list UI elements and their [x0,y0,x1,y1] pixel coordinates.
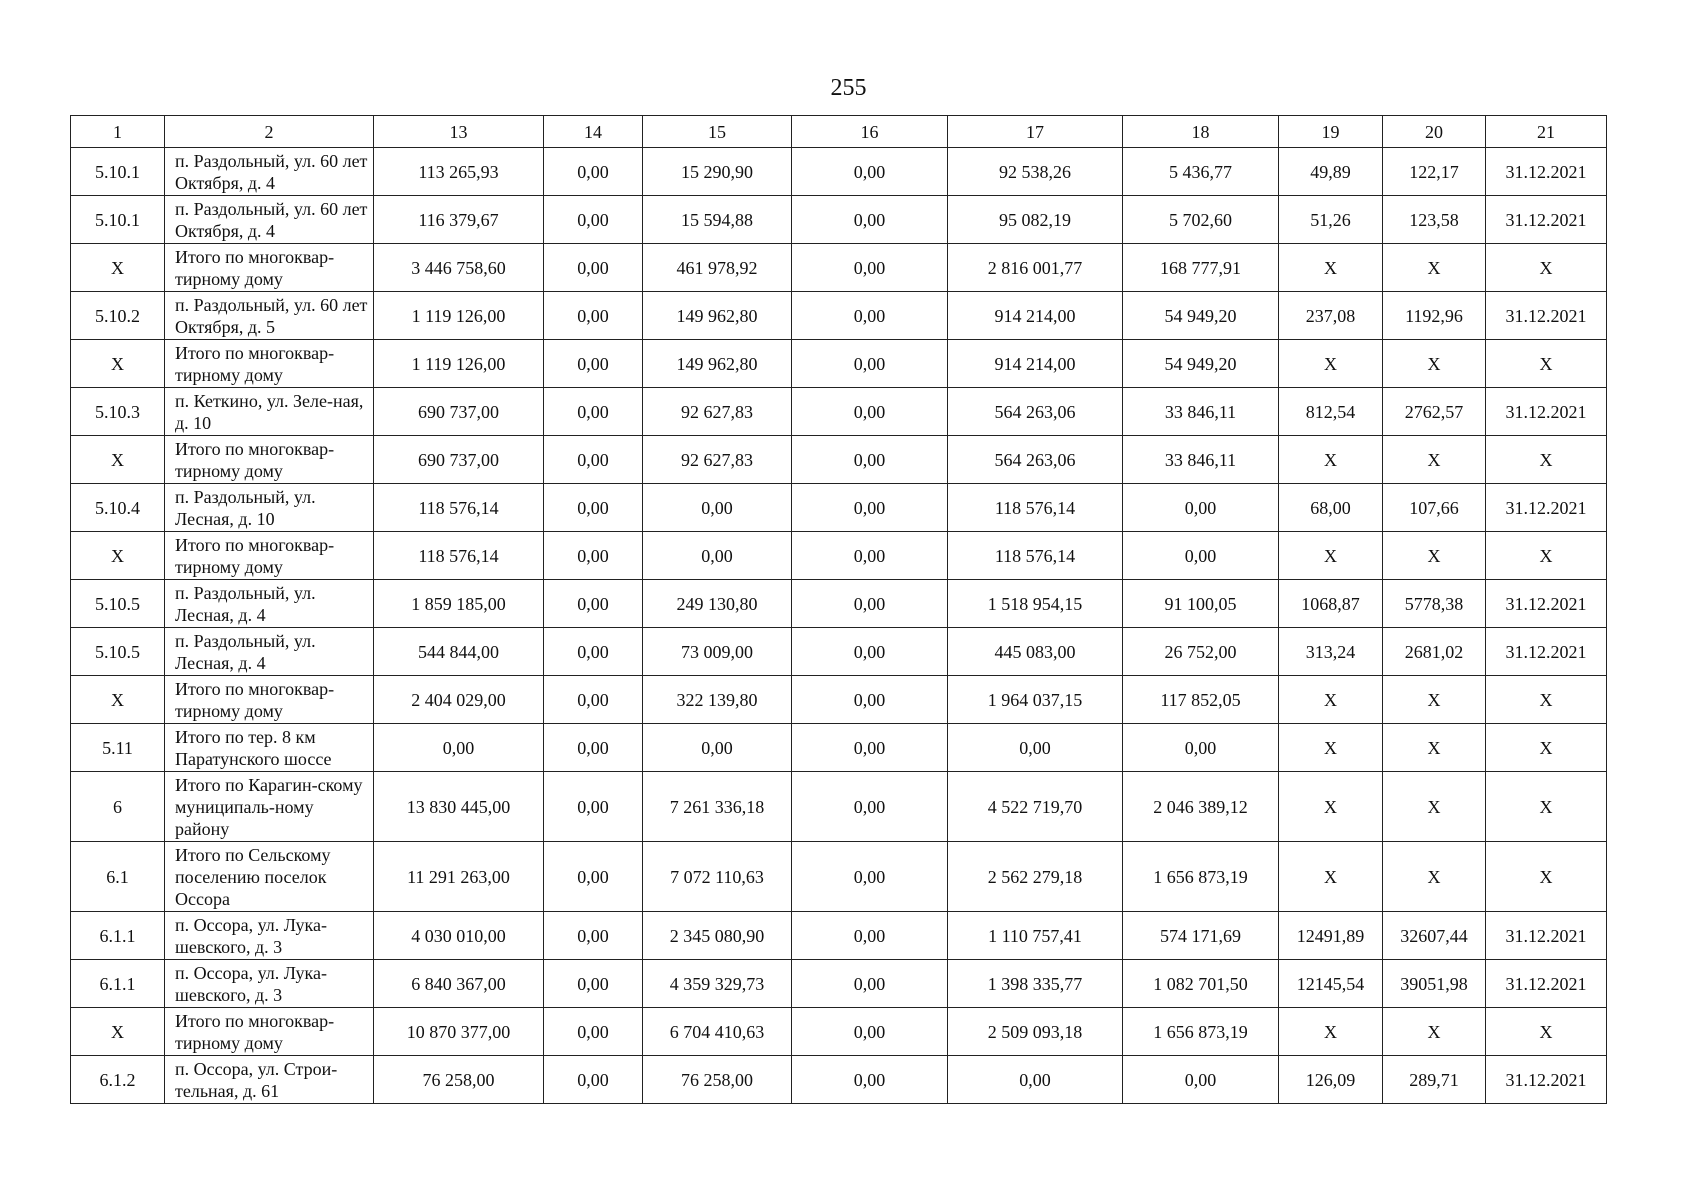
value-cell: 0,00 [643,532,792,580]
table-row [71,148,1607,196]
value-cell: 0,00 [1123,1056,1279,1104]
value-cell: 0,00 [544,196,643,244]
value-cell: X [1486,676,1607,724]
value-cell: 0,00 [792,912,948,960]
value-cell: 0,00 [544,532,643,580]
table-row [71,292,1607,340]
value-cell: 0,00 [374,724,544,772]
value-cell: 54 949,20 [1123,340,1279,388]
value-cell: 2762,57 [1383,388,1486,436]
value-cell: X [1279,436,1383,484]
value-cell: 31.12.2021 [1486,292,1607,340]
row-number-cell: 5.10.2 [71,292,165,340]
value-cell: 5 436,77 [1123,148,1279,196]
address-cell: п. Раздольный, ул. 60 лет Октября, д. 4 [165,148,374,196]
value-cell: 26 752,00 [1123,628,1279,676]
table-row [71,580,1607,628]
value-cell: 49,89 [1279,148,1383,196]
value-cell: X [1383,676,1486,724]
value-cell: 0,00 [792,436,948,484]
value-cell: 107,66 [1383,484,1486,532]
value-cell: 1 518 954,15 [948,580,1123,628]
value-cell: 168 777,91 [1123,244,1279,292]
address-cell: п. Раздольный, ул. 60 лет Октября, д. 4 [165,196,374,244]
value-cell: 0,00 [792,960,948,1008]
value-cell: 118 576,14 [374,484,544,532]
value-cell: X [1486,724,1607,772]
value-cell: 0,00 [792,772,948,842]
value-cell: X [1279,724,1383,772]
value-cell: 1 859 185,00 [374,580,544,628]
value-cell: X [1383,1008,1486,1056]
value-cell: 0,00 [544,484,643,532]
value-cell: 2 562 279,18 [948,842,1123,912]
header-cell: 16 [792,116,948,148]
row-number-cell: 6.1.1 [71,960,165,1008]
table-row [71,960,1607,1008]
value-cell: 113 265,93 [374,148,544,196]
value-cell: 690 737,00 [374,436,544,484]
header-cell: 18 [1123,116,1279,148]
value-cell: 12491,89 [1279,912,1383,960]
value-cell: 31.12.2021 [1486,148,1607,196]
value-cell: X [1486,1008,1607,1056]
value-cell: 54 949,20 [1123,292,1279,340]
value-cell: X [1279,842,1383,912]
address-cell: п. Раздольный, ул. Лесная, д. 10 [165,484,374,532]
value-cell: 2681,02 [1383,628,1486,676]
value-cell: 0,00 [643,724,792,772]
value-cell: 0,00 [792,484,948,532]
value-cell: 5 702,60 [1123,196,1279,244]
value-cell: 0,00 [792,388,948,436]
value-cell: X [1279,676,1383,724]
row-number-cell: X [71,676,165,724]
value-cell: 118 576,14 [374,532,544,580]
value-cell: X [1486,532,1607,580]
row-number-cell: 5.10.3 [71,388,165,436]
row-number-cell: 5.10.1 [71,148,165,196]
value-cell: 914 214,00 [948,340,1123,388]
value-cell: 31.12.2021 [1486,628,1607,676]
table-header-row [71,116,1607,148]
value-cell: X [1383,724,1486,772]
value-cell: X [1383,772,1486,842]
row-number-cell: 6.1 [71,842,165,912]
value-cell: 4 030 010,00 [374,912,544,960]
value-cell: 0,00 [544,1056,643,1104]
table-body [71,116,1607,1104]
value-cell: 0,00 [792,724,948,772]
value-cell: 0,00 [948,1056,1123,1104]
address-cell: п. Оссора, ул. Лука-шевского, д. 3 [165,912,374,960]
value-cell: 0,00 [544,1008,643,1056]
value-cell: 7 261 336,18 [643,772,792,842]
row-number-cell: 6 [71,772,165,842]
value-cell: 73 009,00 [643,628,792,676]
value-cell: X [1279,340,1383,388]
value-cell: 0,00 [1123,484,1279,532]
row-number-cell: 5.10.5 [71,628,165,676]
table-row [71,628,1607,676]
value-cell: 0,00 [544,388,643,436]
value-cell: 118 576,14 [948,484,1123,532]
value-cell: 0,00 [792,148,948,196]
value-cell: 1 082 701,50 [1123,960,1279,1008]
value-cell: 11 291 263,00 [374,842,544,912]
value-cell: 31.12.2021 [1486,1056,1607,1104]
table-row [71,772,1607,842]
value-cell: 5778,38 [1383,580,1486,628]
value-cell: 31.12.2021 [1486,912,1607,960]
row-number-cell: 5.10.4 [71,484,165,532]
value-cell: 0,00 [544,244,643,292]
value-cell: 0,00 [792,842,948,912]
value-cell: 0,00 [792,196,948,244]
value-cell: X [1279,244,1383,292]
value-cell: 31.12.2021 [1486,196,1607,244]
address-cell: Итого по многоквар-тирному дому [165,532,374,580]
address-cell: п. Оссора, ул. Строи-тельная, д. 61 [165,1056,374,1104]
value-cell: 95 082,19 [948,196,1123,244]
value-cell: 2 509 093,18 [948,1008,1123,1056]
address-cell: Итого по многоквар-тирному дому [165,1008,374,1056]
value-cell: 0,00 [643,484,792,532]
value-cell: 6 704 410,63 [643,1008,792,1056]
table-row [71,436,1607,484]
address-cell: Итого по Карагин-скому муниципаль-ному району [165,772,374,842]
value-cell: 91 100,05 [1123,580,1279,628]
value-cell: 1 656 873,19 [1123,842,1279,912]
value-cell: X [1383,532,1486,580]
value-cell: X [1486,772,1607,842]
value-cell: 0,00 [1123,724,1279,772]
value-cell: 32607,44 [1383,912,1486,960]
value-cell: 68,00 [1279,484,1383,532]
value-cell: 461 978,92 [643,244,792,292]
value-cell: 13 830 445,00 [374,772,544,842]
address-cell: п. Кеткино, ул. Зеле-ная, д. 10 [165,388,374,436]
value-cell: X [1383,436,1486,484]
address-cell: Итого по многоквар-тирному дому [165,244,374,292]
value-cell: 0,00 [1123,532,1279,580]
value-cell: X [1383,244,1486,292]
value-cell: X [1486,436,1607,484]
header-cell: 2 [165,116,374,148]
data-table [70,115,1607,1104]
value-cell: 0,00 [948,724,1123,772]
header-cell: 14 [544,116,643,148]
address-cell: Итого по многоквар-тирному дому [165,676,374,724]
value-cell: 51,26 [1279,196,1383,244]
row-number-cell: X [71,436,165,484]
value-cell: 0,00 [544,912,643,960]
value-cell: 122,17 [1383,148,1486,196]
page-number: 255 [830,75,867,101]
table-row [71,1008,1607,1056]
value-cell: X [1486,340,1607,388]
table-row [71,676,1607,724]
value-cell: X [1486,842,1607,912]
value-cell: X [1486,244,1607,292]
row-number-cell: X [71,340,165,388]
value-cell: 0,00 [544,148,643,196]
value-cell: 33 846,11 [1123,388,1279,436]
value-cell: 0,00 [544,292,643,340]
address-cell: п. Раздольный, ул. Лесная, д. 4 [165,628,374,676]
value-cell: 0,00 [792,292,948,340]
value-cell: 0,00 [544,676,643,724]
address-cell: Итого по многоквар-тирному дому [165,436,374,484]
header-cell: 21 [1486,116,1607,148]
value-cell: 92 627,83 [643,436,792,484]
value-cell: 313,24 [1279,628,1383,676]
value-cell: 0,00 [544,436,643,484]
value-cell: 2 816 001,77 [948,244,1123,292]
row-number-cell: X [71,244,165,292]
row-number-cell: 5.10.5 [71,580,165,628]
value-cell: 0,00 [544,724,643,772]
address-cell: Итого по многоквар-тирному дому [165,340,374,388]
value-cell: 4 359 329,73 [643,960,792,1008]
value-cell: 15 290,90 [643,148,792,196]
value-cell: 3 446 758,60 [374,244,544,292]
value-cell: 322 139,80 [643,676,792,724]
address-cell: Итого по тер. 8 км Паратунского шоссе [165,724,374,772]
value-cell: 126,09 [1279,1056,1383,1104]
value-cell: 6 840 367,00 [374,960,544,1008]
table-row [71,912,1607,960]
header-cell: 19 [1279,116,1383,148]
value-cell: 31.12.2021 [1486,580,1607,628]
value-cell: 1192,96 [1383,292,1486,340]
table-row [71,196,1607,244]
value-cell: 116 379,67 [374,196,544,244]
value-cell: 12145,54 [1279,960,1383,1008]
value-cell: 0,00 [544,340,643,388]
header-cell: 20 [1383,116,1486,148]
value-cell: 0,00 [544,580,643,628]
value-cell: 4 522 719,70 [948,772,1123,842]
value-cell: 1 110 757,41 [948,912,1123,960]
value-cell: 914 214,00 [948,292,1123,340]
value-cell: 289,71 [1383,1056,1486,1104]
value-cell: 237,08 [1279,292,1383,340]
row-number-cell: 5.11 [71,724,165,772]
row-number-cell: 6.1.1 [71,912,165,960]
value-cell: 0,00 [792,580,948,628]
value-cell: 812,54 [1279,388,1383,436]
value-cell: 149 962,80 [643,340,792,388]
value-cell: 1068,87 [1279,580,1383,628]
value-cell: 118 576,14 [948,532,1123,580]
value-cell: 1 656 873,19 [1123,1008,1279,1056]
value-cell: X [1383,842,1486,912]
value-cell: 564 263,06 [948,388,1123,436]
value-cell: 0,00 [544,772,643,842]
value-cell: 2 404 029,00 [374,676,544,724]
row-number-cell: 6.1.2 [71,1056,165,1104]
value-cell: 1 119 126,00 [374,292,544,340]
header-cell: 15 [643,116,792,148]
table-row [71,340,1607,388]
table-row [71,388,1607,436]
value-cell: 123,58 [1383,196,1486,244]
table-row [71,484,1607,532]
value-cell: 39051,98 [1383,960,1486,1008]
value-cell: 574 171,69 [1123,912,1279,960]
row-number-cell: 5.10.1 [71,196,165,244]
header-cell: 17 [948,116,1123,148]
address-cell: п. Оссора, ул. Лука-шевского, д. 3 [165,960,374,1008]
value-cell: 149 962,80 [643,292,792,340]
value-cell: 117 852,05 [1123,676,1279,724]
value-cell: 249 130,80 [643,580,792,628]
value-cell: 0,00 [544,628,643,676]
value-cell: 76 258,00 [374,1056,544,1104]
value-cell: 0,00 [792,1008,948,1056]
table-row [71,532,1607,580]
value-cell: 1 119 126,00 [374,340,544,388]
value-cell: X [1383,340,1486,388]
address-cell: п. Раздольный, ул. Лесная, д. 4 [165,580,374,628]
value-cell: 2 345 080,90 [643,912,792,960]
value-cell: 564 263,06 [948,436,1123,484]
value-cell: 7 072 110,63 [643,842,792,912]
value-cell: 0,00 [792,340,948,388]
value-cell: X [1279,532,1383,580]
value-cell: 76 258,00 [643,1056,792,1104]
value-cell: 2 046 389,12 [1123,772,1279,842]
table-row [71,724,1607,772]
value-cell: 0,00 [792,1056,948,1104]
value-cell: X [1279,772,1383,842]
value-cell: 544 844,00 [374,628,544,676]
table-row [71,244,1607,292]
value-cell: 0,00 [792,532,948,580]
row-number-cell: X [71,1008,165,1056]
value-cell: X [1279,1008,1383,1056]
value-cell: 0,00 [792,628,948,676]
value-cell: 0,00 [792,244,948,292]
value-cell: 92 538,26 [948,148,1123,196]
value-cell: 1 964 037,15 [948,676,1123,724]
header-cell: 1 [71,116,165,148]
address-cell: п. Раздольный, ул. 60 лет Октября, д. 5 [165,292,374,340]
value-cell: 1 398 335,77 [948,960,1123,1008]
header-cell: 13 [374,116,544,148]
value-cell: 33 846,11 [1123,436,1279,484]
table-row [71,1056,1607,1104]
value-cell: 31.12.2021 [1486,388,1607,436]
value-cell: 92 627,83 [643,388,792,436]
value-cell: 31.12.2021 [1486,960,1607,1008]
value-cell: 690 737,00 [374,388,544,436]
table-row [71,842,1607,912]
value-cell: 31.12.2021 [1486,484,1607,532]
value-cell: 445 083,00 [948,628,1123,676]
value-cell: 10 870 377,00 [374,1008,544,1056]
value-cell: 0,00 [544,842,643,912]
address-cell: Итого по Сельскому поселению поселок Оссора [165,842,374,912]
value-cell: 0,00 [792,676,948,724]
value-cell: 0,00 [544,960,643,1008]
value-cell: 15 594,88 [643,196,792,244]
row-number-cell: X [71,532,165,580]
